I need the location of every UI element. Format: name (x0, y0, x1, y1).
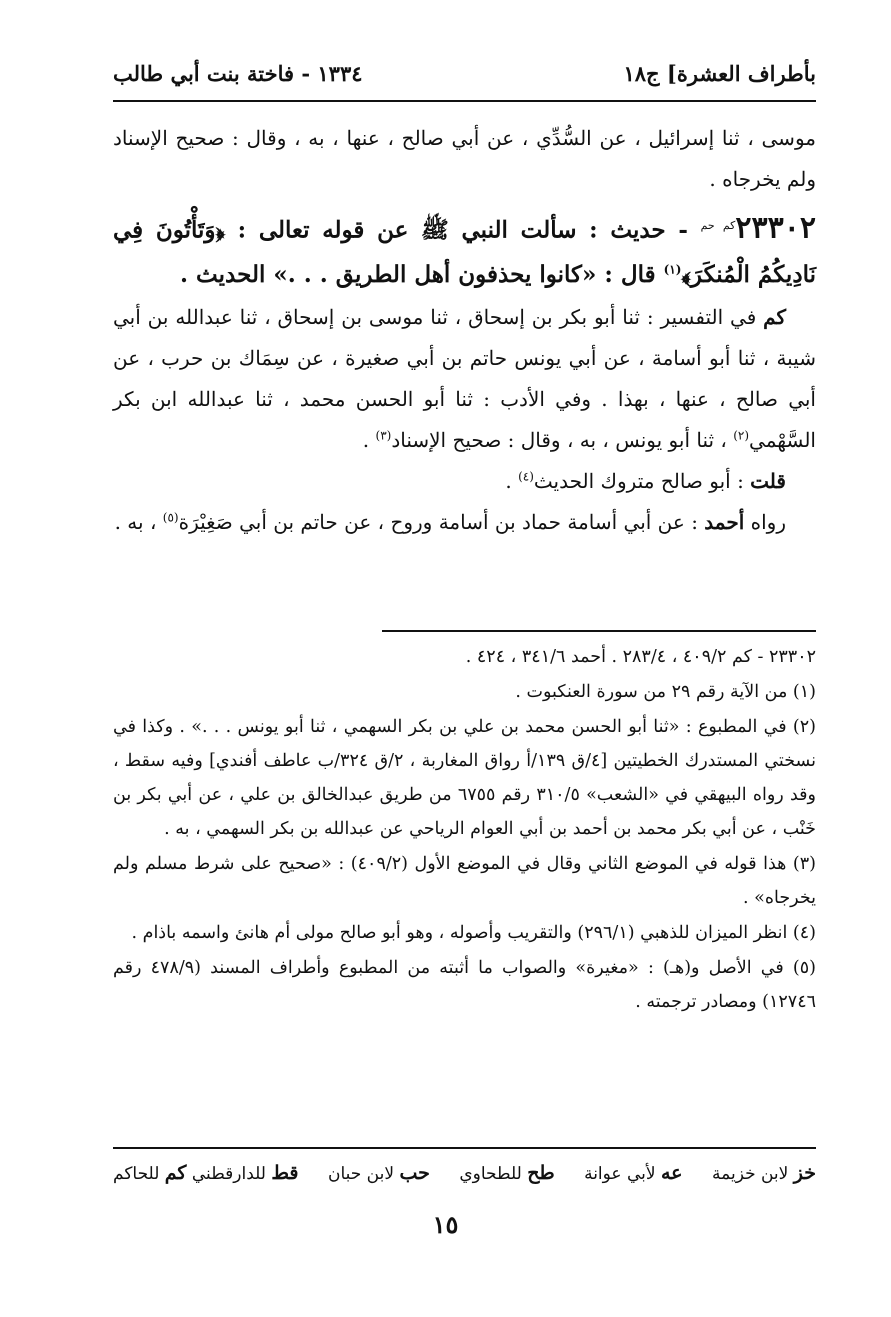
running-header (113, 56, 816, 90)
footnote-2: (٢) في المطبوع : «ثنا أبو الحسن محمد بن علي بن بكر السهمي ، ثنا أبو يونس . . .» . وكذا في نسختي المستدرك الخطيتين [٤/ق ١٣٩/أ رواق المغاربة ، ٢/ق ٣٢٤/ب عاطف أفندي] وفيه سقط ، وقد رواه البيهقي في «الشعب» ٣١٠/٥ رقم ٦٧٥٥ من طريق عبدالخالق بن علي ، عن أبي بكر بن خَنْب ، عن أبي بكر محمد بن أحمد بن أبي العوام الرياحي عن عبدالله بن بكر السهمي ، به . (113, 717, 816, 839)
abbrev-item (328, 1162, 430, 1184)
kam-text-1: في التفسير : ثنا أبو بكر بن إسحاق ، ثنا موسى بن إسحاق ، ثنا عبدالله بن أبي شيبة ، ثنا أبو أسامة ، عن أبي يونس حاتم بن أبي صغيرة ، عن سِمَاك بن حرب ، عن أبي صالح ، عنها ، بهذا . وفي الأدب : ثنا أبو الحسن محمد ، ثنا عبدالله ابن بكر السَّهْمي (113, 304, 816, 452)
hadith-number: ٢٣٣٠٢ (735, 210, 816, 246)
abbrev-name: للطحاوي (459, 1164, 522, 1184)
kam-text-3: . (362, 427, 376, 452)
abbrev-code: قط (271, 1162, 299, 1184)
footnote-3: (٣) هذا قوله في الموضع الثاني وقال في الموضع الأول (٤٠٩/٢) : «صحيح على شرط مسلم ولم يخرجاه» . (113, 854, 816, 908)
qult-paragraph (113, 461, 816, 502)
abbrev-item (712, 1162, 816, 1184)
footnote-1: (١) من الآية رقم ٢٩ من سورة العنكبوت . (515, 682, 816, 702)
ahmad-tail: ، به . (114, 509, 163, 534)
hadith-text: - حديث : سألت النبي ﷺ عن قوله تعالى : ﴿وَتَأْتُونَ فِي نَادِيكُمُ الْمُنكَرَ﴾ (113, 216, 816, 288)
footnotes (113, 640, 816, 1020)
abbrev-item (584, 1162, 682, 1184)
footnote-ref: (٤) (518, 469, 534, 483)
footnote-ref: (٣) (375, 428, 392, 442)
hadith-tail: قال : «كانوا يحذفون أهل الطريق . . .» الحديث . (180, 260, 664, 288)
main-text (113, 118, 816, 543)
qult-tail: . (505, 468, 519, 493)
abbrev-code: خز (793, 1162, 816, 1184)
abbrev-code: كم (164, 1162, 187, 1184)
header-section-title: ١٣٣٤ - فاختة بنت أبي طالب (113, 60, 363, 86)
abbrev-code: طح (527, 1162, 555, 1184)
abbrev-name: للدارقطني (191, 1164, 266, 1184)
ahmad-text: : عن أبي أسامة حماد بن أسامة وروح ، عن حاتم بن أبي صَغِيْرَة (178, 509, 705, 534)
header-rule (113, 100, 816, 102)
abbrev-name: لأبي عوانة (584, 1164, 656, 1184)
abbrev-item (113, 1162, 298, 1184)
page-number: ١٥ (432, 1210, 459, 1239)
abbrev-code: حب (399, 1162, 430, 1184)
hadith-source-tags: كم حم (700, 219, 736, 232)
footnote-ref: (١) (663, 262, 682, 276)
hadith-heading (113, 204, 816, 297)
abbrev-name: لابن خزيمة (712, 1164, 789, 1184)
footnote-4: (٤) انظر الميزان للذهبي (٢٩٦/١) والتقريب وأصوله ، وهو أبو صالح مولى أم هانئ واسمه باذام . (131, 923, 816, 943)
kam-paragraph (113, 297, 816, 461)
abbrev-item (459, 1162, 554, 1184)
ahmad-paragraph (113, 502, 816, 543)
footnote-sources: ٢٣٣٠٢ - كم ٤٠٩/٢ ، ٢٨٣/٤ . أحمد ٣٤١/٦ ، ٤٢٤ . (465, 647, 816, 667)
qult-label: قلت (750, 468, 786, 493)
ahmad-pre: رواه (744, 509, 786, 534)
footnote-ref: (٢) (733, 428, 750, 442)
abbrev-code: عه (660, 1162, 683, 1184)
footnote-ref: (٥) (162, 510, 179, 524)
abbreviations-key (113, 1155, 816, 1191)
footnote-rule (382, 630, 816, 632)
qult-text: : أبو صالح متروك الحديث (533, 468, 751, 493)
kam-text-2: ، ثنا أبو يونس ، به ، وقال : صحيح الإسناد (391, 427, 734, 452)
abbrev-name: لابن حبان (327, 1164, 395, 1184)
continuation-paragraph: موسى ، ثنا إسرائيل ، عن السُّدِّي ، عن أبي صالح ، عنها ، به ، وقال : صحيح الإسناد ولم يخرجاه . (113, 126, 816, 191)
abbrev-name: للحاكم (113, 1164, 160, 1184)
source-label-ahmad: أحمد (704, 509, 745, 534)
source-label-kam: كم (763, 304, 786, 329)
footnote-5: (٥) في الأصل و(هـ) : «مغيرة» والصواب ما أثبته من المطبوع وأطراف المسند (٤٧٨/٩ رقم ١٢٧٤٦) ومصادر ترجمته . (113, 958, 816, 1012)
header-book-title: بأطراف العشرة] ج١٨ (623, 60, 816, 86)
abbreviations-rule (113, 1147, 816, 1149)
